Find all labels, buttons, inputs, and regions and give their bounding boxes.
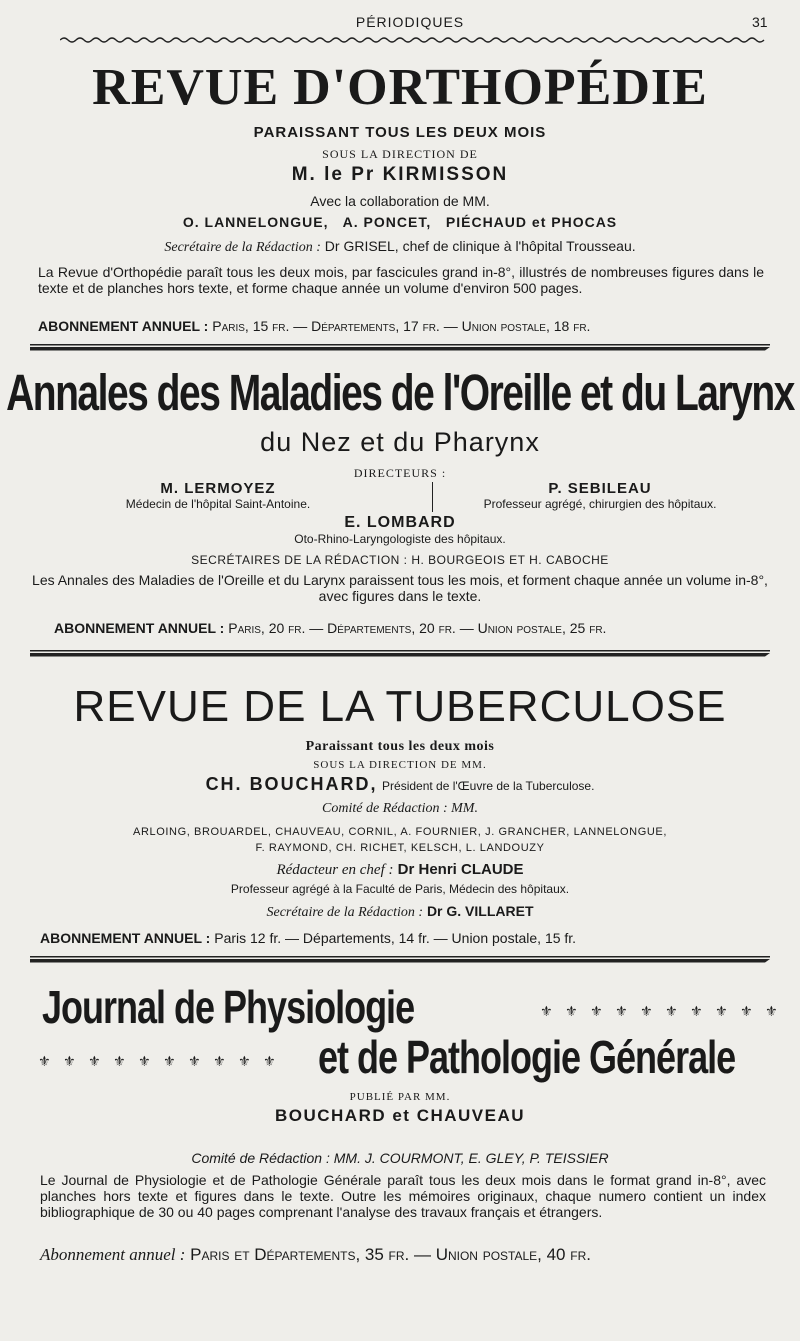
wavy-divider	[60, 36, 765, 44]
revue-orthopedie-title: REVUE D'ORTHOPÉDIE	[92, 59, 708, 116]
revue-tuberculose-chief-role: Professeur agrégé à la Faculté de Paris, Médecin des hôpitaux.	[230, 882, 570, 896]
revue-tuberculose-committee-label: Comité de Rédaction : MM.	[322, 801, 478, 816]
revue-tuberculose-direction: SOUS LA DIRECTION DE MM.	[313, 759, 487, 771]
revue-tuberculose-committee-line1: ARLOING, BROUARDEL, CHAUVEAU, CORNIL, A. FOURNIER, J. GRANCHER, LANNELONGUE,	[133, 826, 667, 838]
director-name: M. LERMOYEZ	[160, 480, 276, 497]
journal-committee: Comité de Rédaction : MM. J. COURMONT, E. GLEY, P. TEISSIER	[191, 1150, 609, 1166]
revue-tuberculose-chief	[0, 861, 800, 879]
director-role: Oto-Rhino-Laryngologiste des hôpitaux.	[294, 532, 506, 546]
annales-director-right	[440, 480, 760, 511]
journal-published-by: PUBLIÉ PAR MM.	[349, 1091, 451, 1103]
revue-tuberculose-subscription	[40, 930, 780, 946]
revue-orthopedie-description: La Revue d'Orthopédie paraît tous les deux mois, par fascicules grand in-8°, illustrés de nombreuses figures dans le texte et de planches hors texte, et forme chaque année un volume d'environ 500 pages.	[38, 264, 764, 296]
revue-orthopedie-subscription	[38, 318, 778, 334]
director-name: CH. BOUCHARD,	[205, 774, 378, 794]
annales-subscription	[54, 620, 794, 636]
annales-director-left	[48, 480, 388, 511]
secretary-value: Dr G. VILLARET	[426, 903, 534, 919]
subscription-value: Paris 12 fr. — Départements, 14 fr. — Union postale, 15 fr.	[214, 930, 577, 946]
annales-secretaries: SECRÉTAIRES DE LA RÉDACTION : H. BOURGEOIS ET H. CABOCHE	[191, 553, 609, 567]
annales-subtitle: du Nez et du Pharynx	[260, 427, 540, 457]
annales-title: Annales des Maladies de l'Oreille et du Larynx	[6, 366, 794, 422]
subscription-label: Abonnement annuel :	[40, 1245, 186, 1264]
ornament-row-bottom: ⚜ ⚜ ⚜ ⚜ ⚜ ⚜ ⚜ ⚜ ⚜ ⚜	[38, 1054, 280, 1070]
subscription-label: ABONNEMENT ANNUEL :	[54, 620, 225, 636]
running-header	[0, 14, 800, 34]
journal-description: Le Journal de Physiologie et de Pathologie Générale paraît tous les deux mois dans le format grand in-8°, avec planches hors texte et figures dans le texte. Outre les mémoires originaux, chaque numero contient un index bibliographique de 30 ou 40 pages comprenant l'analyse des travaux français et étrangers.	[40, 1172, 766, 1220]
revue-orthopedie-collaborators: O. LANNELONGUE, A. PONCET, PIÉCHAUD et PHOCAS	[182, 214, 618, 230]
revue-tuberculose-director	[0, 774, 800, 795]
secretary-label: Secrétaire de la Rédaction :	[164, 240, 321, 255]
subscription-value: Paris et Départements, 35 fr. — Union postale, 40 fr.	[190, 1245, 591, 1264]
revue-tuberculose-secretary	[0, 903, 800, 921]
revue-orthopedie-collab-line: Avec la collaboration de MM.	[310, 193, 490, 209]
director-role: Président de l'Œuvre de la Tuberculose.	[382, 779, 595, 793]
double-rule	[30, 650, 770, 657]
revue-orthopedie-subtitle: PARAISSANT TOUS LES DEUX MOIS	[253, 124, 547, 141]
revue-orthopedie-direction: SOUS LA DIRECTION DE	[322, 147, 478, 161]
journal-editors: BOUCHARD et CHAUVEAU	[274, 1106, 526, 1125]
directors-separator	[432, 482, 433, 512]
secretary-value: Dr GRISEL, chef de clinique à l'hôpital Trousseau.	[324, 238, 636, 254]
subscription-value: Paris, 20 fr. — Départements, 20 fr. — Union postale, 25 fr.	[228, 620, 607, 636]
ornament-row-top: ⚜ ⚜ ⚜ ⚜ ⚜ ⚜ ⚜ ⚜ ⚜ ⚜	[540, 1004, 782, 1020]
annales-director-center	[0, 514, 800, 546]
double-rule	[30, 956, 770, 963]
subscription-value: Paris, 15 fr. — Départements, 17 fr. — Union postale, 18 fr.	[212, 318, 591, 334]
revue-orthopedie-director: M. le Pr KIRMISSON	[291, 164, 509, 185]
secretary-label: Secrétaire de la Rédaction :	[266, 905, 424, 920]
page-number: 31	[752, 14, 768, 30]
director-role: Médecin de l'hôpital Saint-Antoine.	[125, 497, 311, 511]
revue-tuberculose-subtitle: Paraissant tous les deux mois	[305, 739, 495, 754]
journal-subscription	[40, 1245, 780, 1265]
journal-title-line1: Journal de Physiologie	[42, 980, 415, 1034]
revue-tuberculose-title: REVUE DE LA TUBERCULOSE	[73, 682, 727, 731]
director-name: E. LOMBARD	[344, 514, 456, 531]
director-role: Professeur agrégé, chirurgien des hôpitaux.	[483, 497, 717, 511]
double-rule	[30, 344, 770, 351]
annales-directors-label: DIRECTEURS :	[353, 466, 447, 480]
subscription-label: ABONNEMENT ANNUEL :	[38, 318, 209, 334]
director-name: P. SEBILEAU	[548, 480, 652, 497]
annales-description: Les Annales des Maladies de l'Oreille et du Larynx paraissent tous les mois, et forment chaque année un volume in-8°, avec figures dans le texte.	[32, 572, 768, 604]
chief-name: Dr Henri CLAUDE	[397, 861, 524, 878]
revue-orthopedie-secretary	[0, 238, 800, 256]
subscription-label: ABONNEMENT ANNUEL :	[40, 930, 211, 946]
section-title: PÉRIODIQUES	[355, 14, 465, 30]
revue-tuberculose-committee-line2: F. RAYMOND, CH. RICHET, KELSCH, L. LANDOUZY	[255, 842, 545, 854]
chief-label: Rédacteur en chef :	[276, 862, 394, 878]
journal-title-line2: et de Pathologie Générale	[318, 1030, 736, 1084]
